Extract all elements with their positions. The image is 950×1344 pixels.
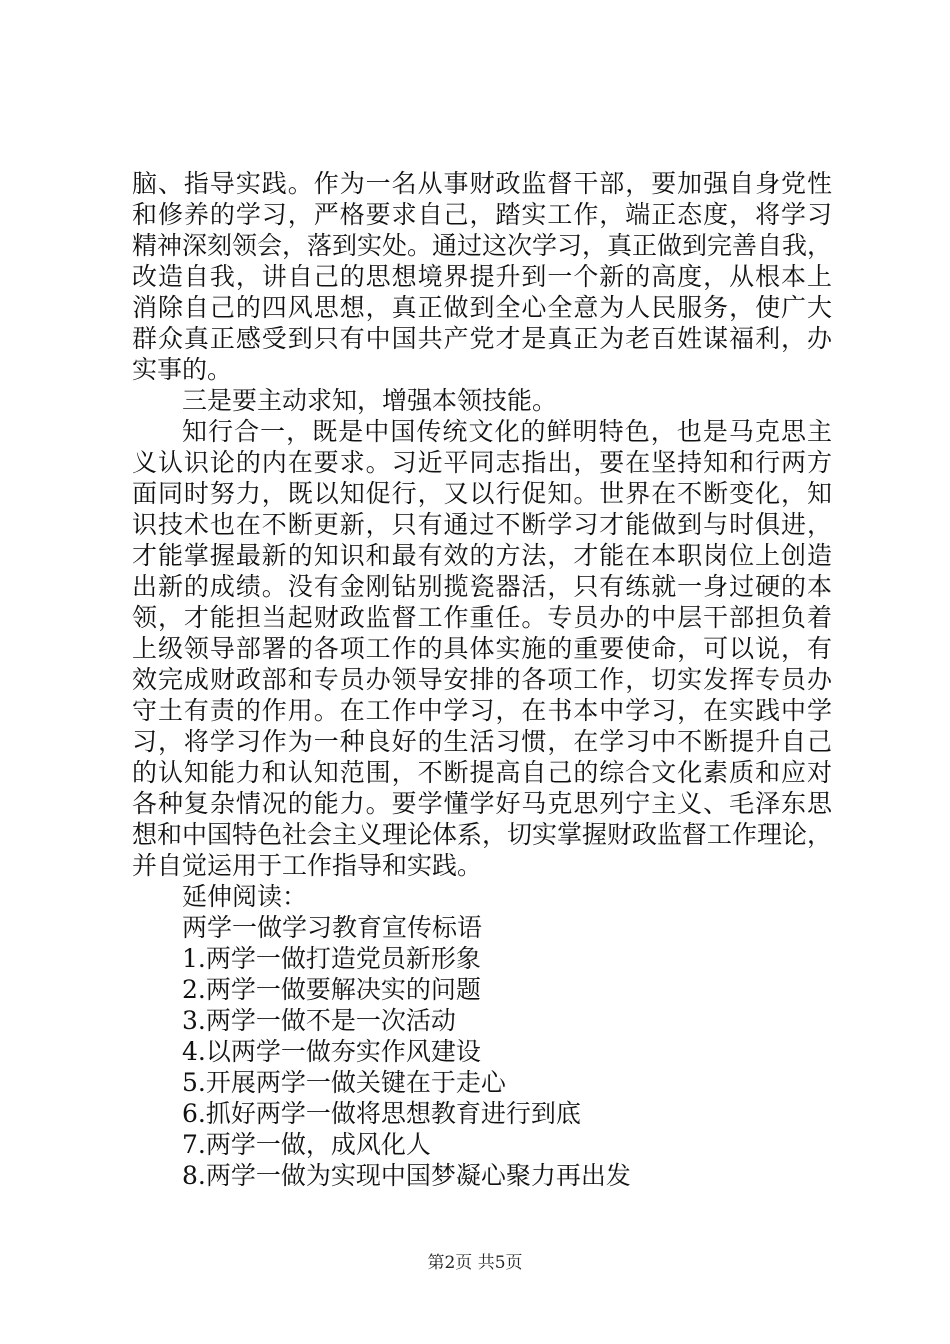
paragraph-line: 想和中国特色社会主义理论体系，切实掌握财政监督工作理论， [132,820,833,849]
paragraph-line: 并自觉运用于工作指导和实践。 [132,851,483,880]
extended-reading-label: 延伸阅读： [182,882,308,911]
list-item: 6.抓好两学一做将思想教育进行到底 [182,1099,581,1128]
list-item: 3.两学一做不是一次活动 [182,1006,456,1035]
paragraph-line: 领，才能担当起财政监督工作重任。专员办的中层干部担负着 [132,603,832,632]
list-item: 1.两学一做打造党员新形象 [182,944,481,973]
slogan-list [132,943,832,1191]
list-item: 5.开展两学一做关键在于走心 [182,1068,506,1097]
document-body [132,168,832,1191]
paragraph-line: 各种复杂情况的能力。要学懂学好马克思列宁主义、毛泽东思 [132,789,832,818]
section-heading: 三是要主动求知，增强本领技能。 [182,386,558,415]
paragraph-line: 的认知能力和认知范围，不断提高自己的综合文化素质和应对 [132,758,832,787]
paragraph-1 [132,168,832,385]
paragraph-line: 效完成财政部和专员办领导安排的各项工作，切实发挥专员办 [132,665,832,694]
paragraph-2 [132,416,832,881]
paragraph-line: 出新的成绩。没有金刚钻别揽瓷器活，只有练就一身过硬的本 [132,572,832,601]
page-number: 第2页 共5页 [427,1253,523,1273]
paragraph-line: 义认识论的内在要求。习近平同志指出，要在坚持知和行两方 [132,448,832,477]
paragraph-line: 习，将学习作为一种良好的生活习惯，在学习中不断提升自己 [132,727,832,756]
slogans-title: 两学一做学习教育宣传标语 [182,913,483,942]
paragraph-line: 实事的。 [132,355,233,384]
paragraph-line: 消除自己的四风思想，真正做到全心全意为人民服务，使广大 [132,293,832,322]
paragraph-line: 群众真正感受到只有中国共产党才是真正为老百姓谋福利，办 [132,324,832,353]
paragraph-line: 上级领导部署的各项工作的具体实施的重要使命，可以说，有 [132,634,832,663]
paragraph-line: 知行合一，既是中国传统文化的鲜明特色，也是马克思主 [182,417,832,446]
paragraph-line: 脑、指导实践。作为一名从事财政监督干部，要加强自身党性 [132,169,832,198]
list-item: 4.以两学一做夯实作风建设 [182,1037,481,1066]
paragraph-line: 识技术也在不断更新，只有通过不断学习才能做到与时俱进， [132,510,832,539]
paragraph-line: 面同时努力，既以知促行，又以行促知。世界在不断变化，知 [132,479,832,508]
list-item: 8.两学一做为实现中国梦凝心聚力再出发 [182,1161,631,1190]
paragraph-line: 守土有责的作用。在工作中学习，在书本中学习，在实践中学 [132,696,832,725]
paragraph-line: 改造自我，讲自己的思想境界提升到一个新的高度，从根本上 [132,262,832,291]
page-footer [0,1252,950,1274]
list-item: 2.两学一做要解决实的问题 [182,975,481,1004]
paragraph-line: 和修养的学习，严格要求自己，踏实工作，端正态度，将学习 [132,200,832,229]
paragraph-line: 才能掌握最新的知识和最有效的方法，才能在本职岗位上创造 [132,541,832,570]
paragraph-line: 精神深刻领会，落到实处。通过这次学习，真正做到完善自我， [132,231,833,260]
list-item: 7.两学一做，成风化人 [182,1130,431,1159]
